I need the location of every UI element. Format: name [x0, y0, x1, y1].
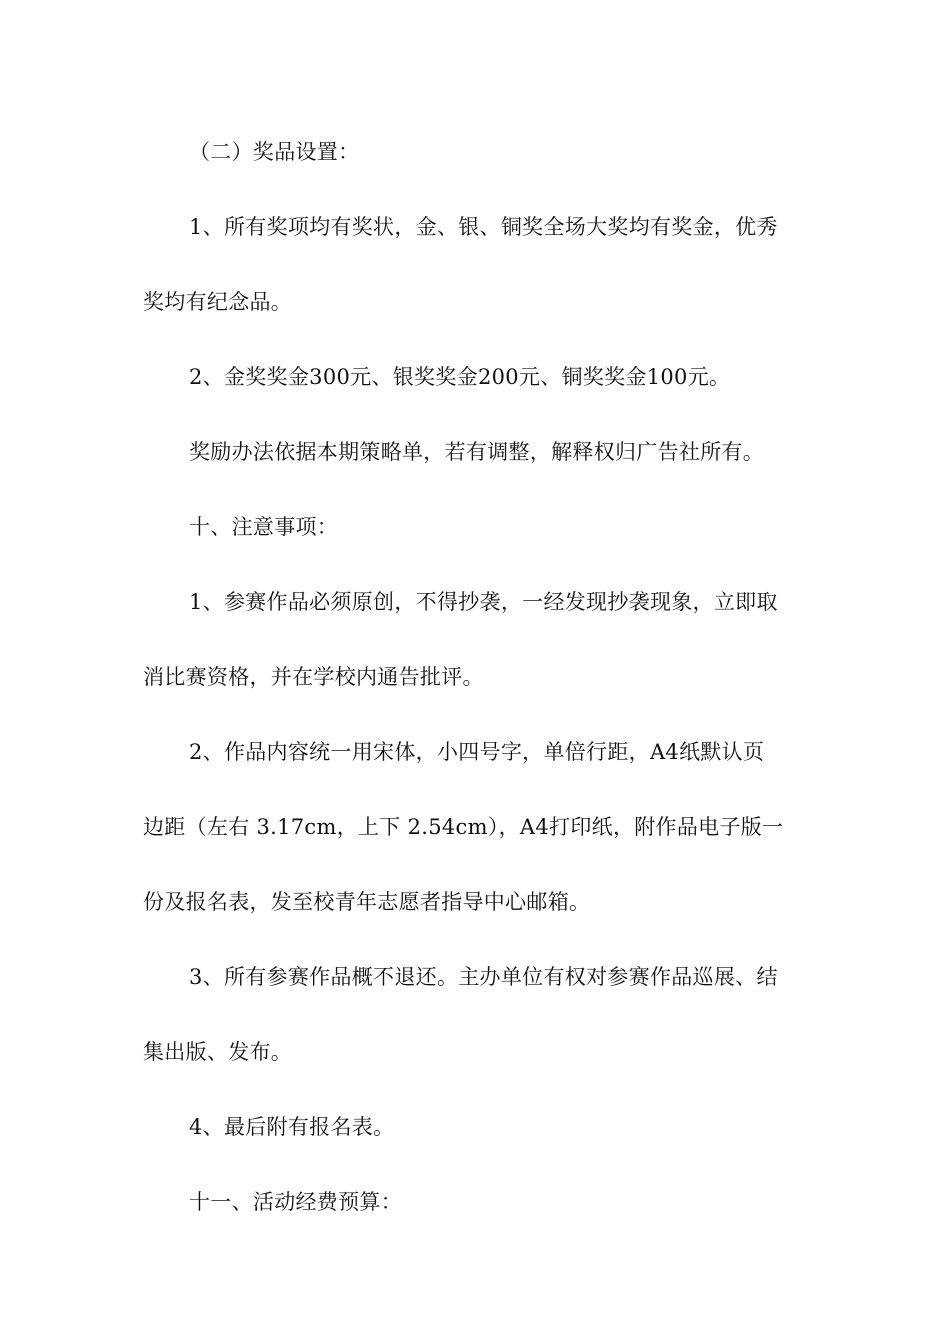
- paragraph-line: 份及报名表，发至校青年志愿者指导中心邮箱。: [143, 890, 591, 914]
- paragraph-line: 2、金奖奖金300元、银奖奖金200元、铜奖奖金100元。: [189, 365, 731, 389]
- section-heading-budget: 十一、活动经费预算：: [189, 1190, 402, 1214]
- paragraph-line: 奖均有纪念品。: [143, 290, 293, 314]
- section-heading-prizes: （二）奖品设置：: [189, 140, 360, 164]
- paragraph-line: 3、所有参赛作品概不退还。主办单位有权对参赛作品巡展、结: [189, 965, 778, 989]
- paragraph-line: 消比赛资格，并在学校内通告批评。: [143, 665, 484, 689]
- paragraph-line: 1、参赛作品必须原创，不得抄袭，一经发现抄袭现象，立即取: [189, 590, 778, 614]
- paragraph-line: 集出版、发布。: [143, 1040, 293, 1064]
- paragraph-line: 2、作品内容统一用宋体，小四号字，单倍行距，A4纸默认页: [189, 740, 765, 764]
- paragraph-line: 1、所有奖项均有奖状，金、银、铜奖全场大奖均有奖金，优秀: [189, 215, 778, 239]
- section-heading-notes: 十、注意事项：: [189, 515, 339, 539]
- paragraph-line: 边距（左右 3.17cm，上下 2.54cm），A4打印纸，附作品电子版一: [143, 815, 784, 839]
- paragraph-line: 4、最后附有报名表。: [189, 1115, 395, 1139]
- paragraph-line: 奖励办法依据本期策略单，若有调整，解释权归广告社所有。: [189, 440, 765, 464]
